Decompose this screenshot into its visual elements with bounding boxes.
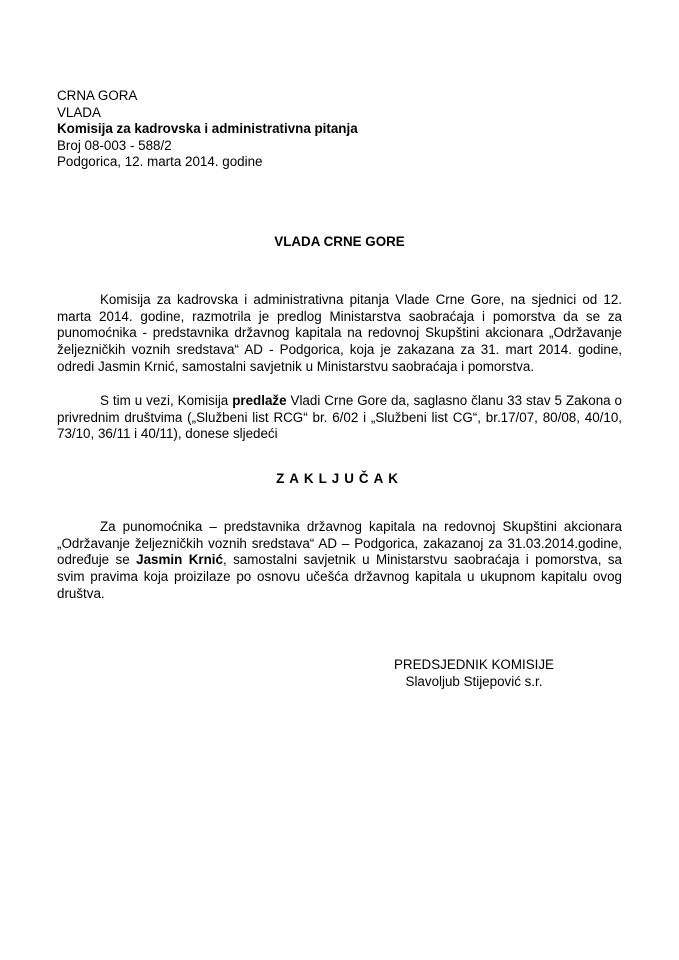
paragraph-proposal (57, 393, 622, 443)
paragraph-conclusion-text-2: , samostalni savjetnik u Ministarstvu saobraćaja i pomorstva, sa svim pravima koja proizilaze po osnovu učešća državnog kapitala u ukupnom kapitalu ovog društva. (57, 552, 622, 601)
paragraph-intro: Komisija za kadrovska i administrativna pitanja Vlade Crne Gore, na sjednici od 12. marta 2014. godine, razmotrila je predlog Ministarstva saobraćaja i pomorstva da se za punomoćnika - predstavnika državnog kapitala na redovnoj Skupštini akcionara „Održavanje željezničkih voznih sredstava“ AD - Podgorica, koja je zakazana za 31. mart 2014. godine, odredi Jasmin Krnić, samostalni savjetnik u Ministarstvu saobraćaja i pomorstva. (57, 292, 622, 374)
paragraph-proposal-bold: predlaže (232, 393, 287, 408)
header-place-date: Podgorica, 12. marta 2014. godine (57, 154, 263, 170)
header-commission: Komisija za kadrovska i administrativna pitanja (57, 121, 358, 137)
paragraph-proposal-text-2: Vladi Crne Gore da, saglasno članu 33 stav 5 Zakona o privrednim društvima („Službeni list RCG“ br. 6/02 i „Službeni list CG“, br.17/07, 80/08, 40/10, 73/10, 36/11 i 40/11), donese sljedeći (57, 393, 623, 442)
signature-name: Slavoljub Stijepović s.r. (405, 674, 543, 689)
header-government: VLADA (57, 104, 101, 120)
signature-block (364, 656, 584, 690)
signature-role: PREDSJEDNIK KOMISIJE (394, 657, 554, 672)
paragraph-conclusion-text-1: Za punomoćnika – predstavnika državnog kapitala na redovnoj Skupštini akcionara „Održavanje željezničkih voznih sredstava“ AD – Podgorica, zakazanoj za 31.03.2014.godine, određuje se (57, 519, 622, 568)
addressee-title: VLADA CRNE GORE (274, 234, 405, 249)
conclusion-title: ZAKLJUČAK (276, 471, 403, 486)
paragraph-conclusion (57, 519, 622, 603)
paragraph-conclusion-bold-name: Jasmin Krnić (136, 552, 223, 568)
header-reference-number: Broj 08-003 - 588/2 (57, 137, 172, 153)
document-header (57, 88, 358, 171)
header-country: CRNA GORA (57, 88, 138, 103)
paragraph-proposal-text-1: S tim u vezi, Komisija (100, 393, 233, 408)
